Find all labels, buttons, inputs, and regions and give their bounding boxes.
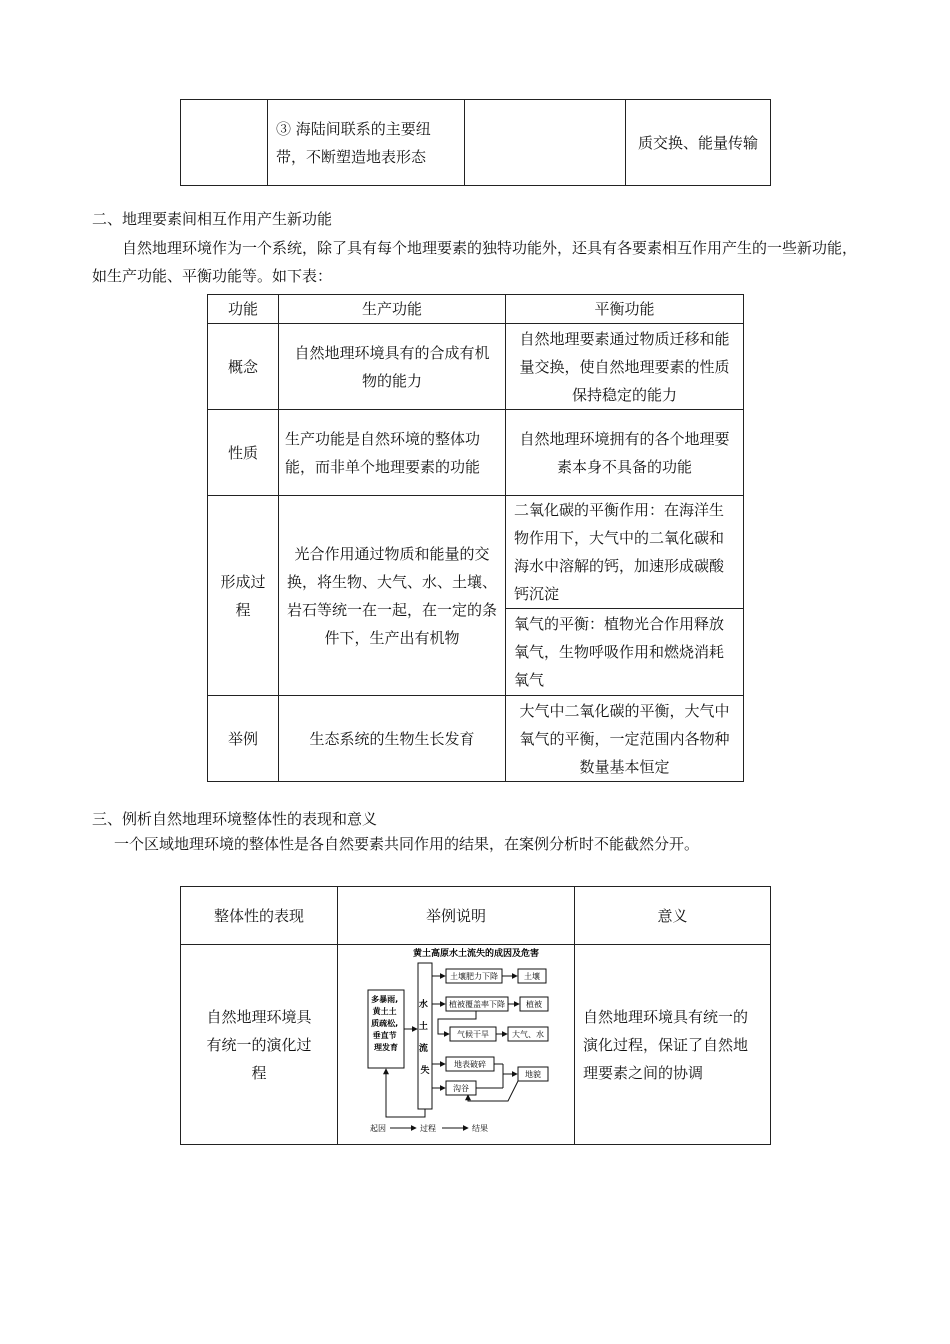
legend-cause: 起因 bbox=[370, 1124, 386, 1133]
row-label-example: 举例 bbox=[208, 696, 279, 782]
production-process: 光合作用通过物质和能量的交换，将生物、大气、水、土壤、岩石等统一在一起，在一定的条件下，生产出有机物 bbox=[279, 496, 506, 696]
integrity-table-header: 整体性的表现 bbox=[181, 887, 338, 945]
integrity-row-label: 自然地理环境具有统一的演化过程 bbox=[181, 945, 338, 1145]
integrity-table-header: 意义 bbox=[575, 887, 771, 945]
cause-label: 多暴雨, 黄土土 质疏松, 垂直节 理发育 bbox=[371, 995, 399, 1052]
soil-erosion-diagram bbox=[338, 945, 575, 1145]
box-landform-text: 地貌 bbox=[525, 1070, 541, 1079]
balance-nature: 自然地理环境拥有的各个地理要素本身不具备的功能 bbox=[506, 410, 744, 496]
section2-heading: 二、地理要素间相互作用产生新功能 bbox=[92, 210, 333, 228]
section2-intro: 自然地理环境作为一个系统，除了具有每个地理要素的独特功能外，还具有各要素相互作用产生的一些新功能，如生产功能、平衡功能等。如下表： bbox=[92, 239, 858, 285]
function-table bbox=[207, 294, 744, 782]
top-table-cell-3 bbox=[465, 100, 626, 186]
process-label: 水 土 流 失 bbox=[418, 1000, 430, 1076]
top-table-cell-4: 质交换、能量传输 bbox=[626, 100, 771, 186]
function-table-header: 生产功能 bbox=[279, 295, 506, 324]
production-nature: 生产功能是自然环境的整体功能，而非单个地理要素的功能 bbox=[279, 410, 506, 496]
box-vegetation-text: 植被 bbox=[526, 1000, 542, 1009]
soil-erosion-flowchart bbox=[338, 945, 574, 1135]
integrity-meaning: 自然地理环境具有统一的演化过程，保证了自然地理要素之间的协调 bbox=[575, 945, 771, 1145]
box-soil-fertility-text: 土壤肥力下降 bbox=[450, 972, 498, 981]
balance-process-o2: 氧气的平衡：植物光合作用释放氧气，生物呼吸作用和燃烧消耗氧气 bbox=[506, 609, 744, 696]
section3-heading: 三、例析自然地理环境整体性的表现和意义 bbox=[92, 810, 378, 828]
row-label-nature: 性质 bbox=[208, 410, 279, 496]
box-air-water-text: 大气、水 bbox=[512, 1030, 544, 1039]
balance-concept: 自然地理要素通过物质迁移和能量交换，使自然地理要素的性质保持稳定的能力 bbox=[506, 324, 744, 410]
box-drought-text: 气候干旱 bbox=[457, 1030, 489, 1039]
top-table-cell-2: ③ 海陆间联系的主要纽带，不断塑造地表形态 bbox=[268, 100, 465, 186]
production-concept: 自然地理环境具有的合成有机物的能力 bbox=[279, 324, 506, 410]
box-gully-text: 沟谷 bbox=[453, 1084, 469, 1093]
box-vegetation-cover-text: 植被覆盖率下降 bbox=[449, 1000, 505, 1009]
process-box bbox=[418, 963, 432, 1109]
top-table bbox=[180, 99, 771, 186]
diagram-title: 黄土高原水土流失的成因及危害 bbox=[412, 949, 540, 959]
legend-process: 过程 bbox=[420, 1124, 436, 1133]
balance-example: 大气中二氧化碳的平衡，大气中氧气的平衡，一定范围内各物种数量基本恒定 bbox=[506, 696, 744, 782]
row-label-concept: 概念 bbox=[208, 324, 279, 410]
production-example: 生态系统的生物生长发育 bbox=[279, 696, 506, 782]
legend-result: 结果 bbox=[472, 1124, 488, 1133]
function-table-header: 平衡功能 bbox=[506, 295, 744, 324]
balance-process-co2: 二氧化碳的平衡作用：在海洋生物作用下，大气中的二氧化碳和海水中溶解的钙，加速形成碳酸钙沉淀 bbox=[506, 496, 744, 609]
row-label-process: 形成过程 bbox=[208, 496, 279, 696]
box-soil-text: 土壤 bbox=[524, 972, 540, 981]
section3-intro: 一个区域地理环境的整体性是各自然要素共同作用的结果，在案例分析时不能截然分开。 bbox=[114, 835, 700, 853]
box-surface-broken-text: 地表破碎 bbox=[454, 1060, 486, 1069]
top-table-cell-1 bbox=[181, 100, 268, 186]
integrity-table-header: 举例说明 bbox=[338, 887, 575, 945]
function-table-header: 功能 bbox=[208, 295, 279, 324]
integrity-table bbox=[180, 886, 771, 1145]
